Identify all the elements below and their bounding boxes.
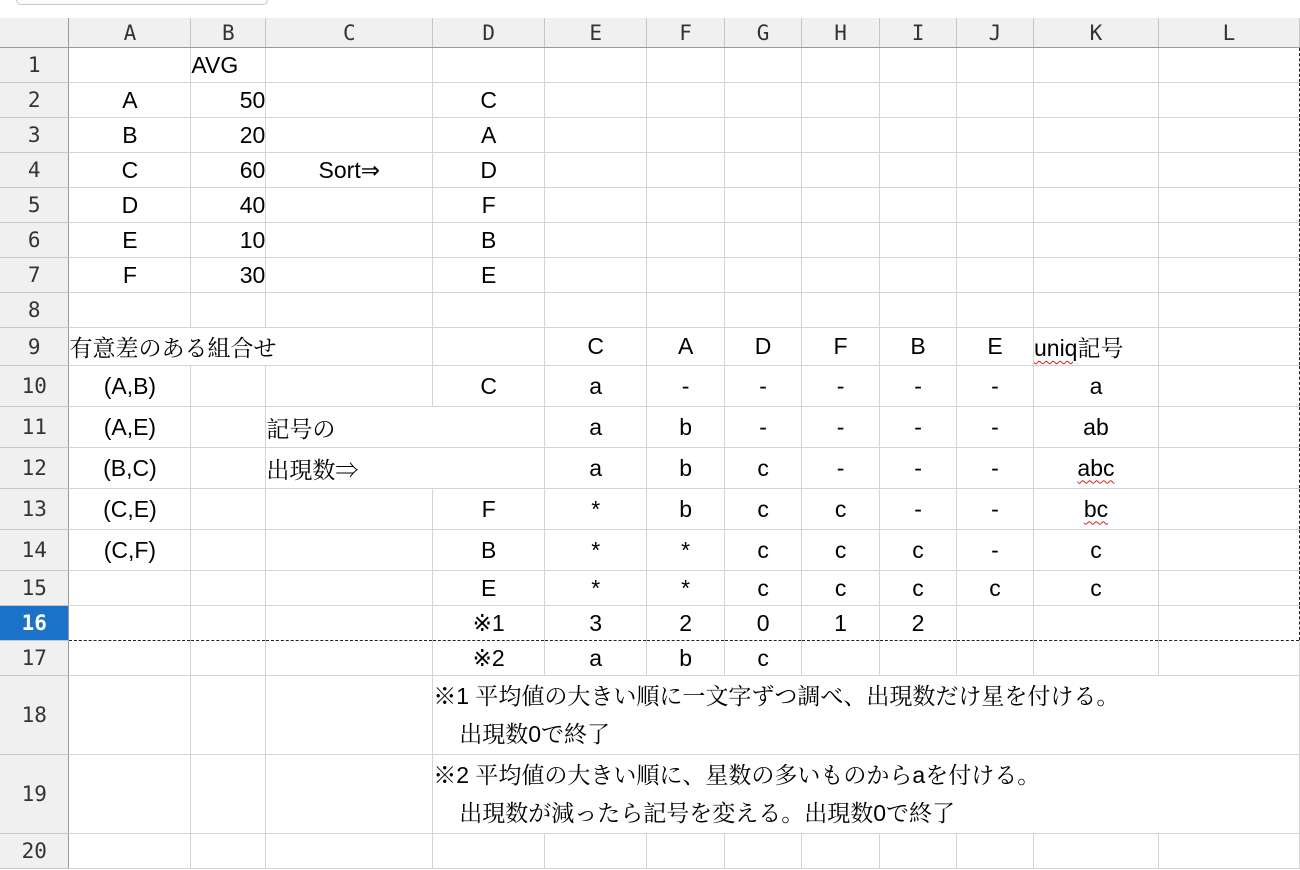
- cell-b10[interactable]: [191, 366, 266, 407]
- cell-l8[interactable]: [1158, 293, 1299, 328]
- column-header-b[interactable]: B: [191, 18, 266, 48]
- cell-d19[interactable]: [433, 755, 1300, 834]
- cell-a4[interactable]: C: [69, 153, 191, 188]
- cell-i9[interactable]: B: [880, 328, 957, 366]
- cell-i17[interactable]: [880, 641, 957, 676]
- cell-l10[interactable]: [1158, 366, 1299, 407]
- cell-i20[interactable]: [880, 834, 957, 869]
- cell-h3[interactable]: [802, 118, 880, 153]
- row-header-4[interactable]: 4: [0, 153, 69, 188]
- cell-l15[interactable]: [1158, 571, 1299, 606]
- cell-l20[interactable]: [1158, 834, 1299, 869]
- cell-b14[interactable]: [191, 530, 266, 571]
- row-header-16[interactable]: 16: [0, 606, 69, 641]
- cell-i11[interactable]: -: [880, 407, 957, 448]
- note-1-line-2: 出現数0で終了: [459, 721, 611, 747]
- spreadsheet-grid[interactable]: [0, 18, 1300, 870]
- cell-f15[interactable]: *: [647, 571, 725, 606]
- column-header-l[interactable]: L: [1158, 18, 1299, 48]
- cell-i7[interactable]: [880, 258, 957, 293]
- cell-i15[interactable]: c: [880, 571, 957, 606]
- cell-i13[interactable]: -: [880, 489, 957, 530]
- cell-e9[interactable]: C: [545, 328, 647, 366]
- cell-a18[interactable]: [69, 676, 191, 755]
- cell-a5[interactable]: D: [69, 188, 191, 223]
- cell-f9[interactable]: A: [647, 328, 725, 366]
- spellcheck-word: uniq: [1033, 335, 1078, 361]
- cell-i5[interactable]: [880, 188, 957, 223]
- cell-h6[interactable]: [802, 223, 880, 258]
- cell-c15[interactable]: [266, 571, 433, 606]
- cell-c11[interactable]: 記号の: [266, 407, 545, 448]
- cell-f5[interactable]: [647, 188, 725, 223]
- row-header-11[interactable]: 11: [0, 407, 69, 448]
- row-header-13[interactable]: 13: [0, 489, 69, 530]
- cell-b13[interactable]: [191, 489, 266, 530]
- column-header-k[interactable]: K: [1033, 18, 1158, 48]
- cell-d2[interactable]: C: [433, 83, 545, 118]
- cell-d5[interactable]: F: [433, 188, 545, 223]
- cell-c7[interactable]: [266, 258, 433, 293]
- column-header-j[interactable]: J: [957, 18, 1034, 48]
- cell-j8[interactable]: [957, 293, 1034, 328]
- cell-b8[interactable]: [191, 293, 266, 328]
- row-header-14[interactable]: 14: [0, 530, 69, 571]
- cell-j4[interactable]: [957, 153, 1034, 188]
- cell-f14[interactable]: *: [647, 530, 725, 571]
- cell-a3[interactable]: B: [69, 118, 191, 153]
- cell-g12[interactable]: c: [725, 448, 802, 489]
- cell-g3[interactable]: [725, 118, 802, 153]
- cell-e13[interactable]: *: [545, 489, 647, 530]
- cell-k2[interactable]: [1033, 83, 1158, 118]
- row-header-3[interactable]: 3: [0, 118, 69, 153]
- cell-g5[interactable]: [725, 188, 802, 223]
- cell-b1[interactable]: AVG: [191, 48, 266, 83]
- cell-c19[interactable]: [266, 755, 433, 834]
- cell-g14[interactable]: c: [725, 530, 802, 571]
- cell-i16[interactable]: 2: [880, 606, 957, 641]
- cell-f13[interactable]: b: [647, 489, 725, 530]
- cell-e7[interactable]: [545, 258, 647, 293]
- cell-h10[interactable]: -: [802, 366, 880, 407]
- column-header-c[interactable]: C: [266, 18, 433, 48]
- cell-k8[interactable]: [1033, 293, 1158, 328]
- cell-l4[interactable]: [1158, 153, 1299, 188]
- cell-g10[interactable]: -: [725, 366, 802, 407]
- cell-e5[interactable]: [545, 188, 647, 223]
- cell-i12[interactable]: -: [880, 448, 957, 489]
- cell-b16[interactable]: [191, 606, 266, 641]
- cell-a17[interactable]: [69, 641, 191, 676]
- cell-d3[interactable]: A: [433, 118, 545, 153]
- note-1-line-1: ※1 平均値の大きい順に一文字ずつ調べ、出現数だけ星を付ける。: [433, 683, 1120, 709]
- cell-j11[interactable]: -: [957, 407, 1034, 448]
- cell-h8[interactable]: [802, 293, 880, 328]
- cell-h9[interactable]: F: [802, 328, 880, 366]
- cell-g13[interactable]: c: [725, 489, 802, 530]
- cell-d10[interactable]: C: [433, 366, 545, 407]
- column-header-a[interactable]: A: [69, 18, 191, 48]
- cell-d7[interactable]: E: [433, 258, 545, 293]
- cell-j17[interactable]: [957, 641, 1034, 676]
- cell-d9[interactable]: [433, 328, 545, 366]
- cell-c1[interactable]: [266, 48, 433, 83]
- column-header-h[interactable]: H: [802, 18, 880, 48]
- cell-c3[interactable]: [266, 118, 433, 153]
- cell-g20[interactable]: [725, 834, 802, 869]
- cell-a6[interactable]: E: [69, 223, 191, 258]
- cell-b17[interactable]: [191, 641, 266, 676]
- cell-j15[interactable]: c: [957, 571, 1034, 606]
- column-header-e[interactable]: E: [545, 18, 647, 48]
- row-header-7[interactable]: 7: [0, 258, 69, 293]
- cell-a13[interactable]: (C,E): [69, 489, 191, 530]
- column-header-d[interactable]: D: [433, 18, 545, 48]
- cell-e1[interactable]: [545, 48, 647, 83]
- cell-l3[interactable]: [1158, 118, 1299, 153]
- cell-h5[interactable]: [802, 188, 880, 223]
- cell-d16[interactable]: ※1: [433, 606, 545, 641]
- cell-f17[interactable]: b: [647, 641, 725, 676]
- cell-e15[interactable]: *: [545, 571, 647, 606]
- cell-j6[interactable]: [957, 223, 1034, 258]
- cell-h4[interactable]: [802, 153, 880, 188]
- cell-c18[interactable]: [266, 676, 433, 755]
- row-header-17[interactable]: 17: [0, 641, 69, 676]
- cell-g15[interactable]: c: [725, 571, 802, 606]
- cell-f7[interactable]: [647, 258, 725, 293]
- cell-j2[interactable]: [957, 83, 1034, 118]
- cell-k15[interactable]: c: [1033, 571, 1158, 606]
- cell-g7[interactable]: [725, 258, 802, 293]
- cell-i10[interactable]: -: [880, 366, 957, 407]
- row-header-19[interactable]: 19: [0, 755, 69, 834]
- cell-f20[interactable]: [647, 834, 725, 869]
- cell-k12[interactable]: [1033, 448, 1158, 489]
- cell-e3[interactable]: [545, 118, 647, 153]
- cell-l1[interactable]: [1158, 48, 1299, 83]
- cell-k20[interactable]: [1033, 834, 1158, 869]
- cell-l16[interactable]: [1158, 606, 1299, 641]
- cell-g17[interactable]: c: [725, 641, 802, 676]
- row-header-18[interactable]: 18: [0, 676, 69, 755]
- cell-f16[interactable]: 2: [647, 606, 725, 641]
- cell-g2[interactable]: [725, 83, 802, 118]
- cell-i2[interactable]: [880, 83, 957, 118]
- cell-e16[interactable]: 3: [545, 606, 647, 641]
- spellcheck-word: abc: [1077, 454, 1115, 481]
- cell-l5[interactable]: [1158, 188, 1299, 223]
- row-header-1[interactable]: 1: [0, 48, 69, 83]
- cell-a20[interactable]: [69, 834, 191, 869]
- cell-h17[interactable]: [802, 641, 880, 676]
- cell-a10[interactable]: (A,B): [69, 366, 191, 407]
- cell-f1[interactable]: [647, 48, 725, 83]
- cell-g16[interactable]: 0: [725, 606, 802, 641]
- cell-h12[interactable]: -: [802, 448, 880, 489]
- cell-a11[interactable]: (A,E): [69, 407, 191, 448]
- cell-e10[interactable]: a: [545, 366, 647, 407]
- cell-b4[interactable]: 60: [191, 153, 266, 188]
- note-2-line-1: ※2 平均値の大きい順に、星数の多いものからaを付ける。: [433, 762, 1041, 788]
- row-header-8[interactable]: 8: [0, 293, 69, 328]
- row-header-20[interactable]: 20: [0, 834, 69, 869]
- cell-l12[interactable]: [1158, 448, 1299, 489]
- cell-d14[interactable]: B: [433, 530, 545, 571]
- select-all-corner[interactable]: [0, 18, 69, 48]
- cell-b3[interactable]: 20: [191, 118, 266, 153]
- cell-f8[interactable]: [647, 293, 725, 328]
- cell-b2[interactable]: 50: [191, 83, 266, 118]
- cell-c14[interactable]: [266, 530, 433, 571]
- toolbar-strip: [0, 0, 1300, 19]
- row-header-12[interactable]: 12: [0, 448, 69, 489]
- cell-c13[interactable]: [266, 489, 433, 530]
- cell-c10[interactable]: [266, 366, 433, 407]
- cell-d8[interactable]: [433, 293, 545, 328]
- cell-b5[interactable]: 40: [191, 188, 266, 223]
- column-header-i[interactable]: I: [880, 18, 957, 48]
- cell-g9[interactable]: D: [725, 328, 802, 366]
- cell-f10[interactable]: -: [647, 366, 725, 407]
- cell-c16[interactable]: [266, 606, 433, 641]
- cell-k4[interactable]: [1033, 153, 1158, 188]
- cell-j10[interactable]: -: [957, 366, 1034, 407]
- cell-k17[interactable]: [1033, 641, 1158, 676]
- cell-h14[interactable]: c: [802, 530, 880, 571]
- cell-c20[interactable]: [266, 834, 433, 869]
- cell-g1[interactable]: [725, 48, 802, 83]
- cell-e4[interactable]: [545, 153, 647, 188]
- cell-e8[interactable]: [545, 293, 647, 328]
- cell-b6[interactable]: 10: [191, 223, 266, 258]
- cell-d1[interactable]: [433, 48, 545, 83]
- cell-h2[interactable]: [802, 83, 880, 118]
- cell-f12[interactable]: b: [647, 448, 725, 489]
- cell-i14[interactable]: c: [880, 530, 957, 571]
- cell-k3[interactable]: [1033, 118, 1158, 153]
- cell-i4[interactable]: [880, 153, 957, 188]
- cell-c4[interactable]: Sort⇒: [266, 153, 433, 188]
- cell-c8[interactable]: [266, 293, 433, 328]
- cell-g11[interactable]: -: [725, 407, 802, 448]
- cell-i6[interactable]: [880, 223, 957, 258]
- name-box[interactable]: [16, 0, 268, 5]
- row-header-10[interactable]: 10: [0, 366, 69, 407]
- row-header-6[interactable]: 6: [0, 223, 69, 258]
- cell-b7[interactable]: 30: [191, 258, 266, 293]
- row-header-15[interactable]: 15: [0, 571, 69, 606]
- cell-j3[interactable]: [957, 118, 1034, 153]
- cell-d15[interactable]: E: [433, 571, 545, 606]
- row-header-2[interactable]: 2: [0, 83, 69, 118]
- cell-a8[interactable]: [69, 293, 191, 328]
- column-header-f[interactable]: F: [647, 18, 725, 48]
- cell-j12[interactable]: -: [957, 448, 1034, 489]
- cell-j7[interactable]: [957, 258, 1034, 293]
- cell-i1[interactable]: [880, 48, 957, 83]
- cell-l14[interactable]: [1158, 530, 1299, 571]
- cell-k11[interactable]: ab: [1033, 407, 1158, 448]
- cell-j14[interactable]: -: [957, 530, 1034, 571]
- cell-d4[interactable]: D: [433, 153, 545, 188]
- cell-g8[interactable]: [725, 293, 802, 328]
- cell-d18[interactable]: [433, 676, 1300, 755]
- cell-c17[interactable]: [266, 641, 433, 676]
- cell-b19[interactable]: [191, 755, 266, 834]
- cell-c6[interactable]: [266, 223, 433, 258]
- column-header-g[interactable]: G: [725, 18, 802, 48]
- cell-j13[interactable]: -: [957, 489, 1034, 530]
- cell-b20[interactable]: [191, 834, 266, 869]
- cell-e14[interactable]: *: [545, 530, 647, 571]
- cell-i8[interactable]: [880, 293, 957, 328]
- cell-f2[interactable]: [647, 83, 725, 118]
- cell-k7[interactable]: [1033, 258, 1158, 293]
- cell-f4[interactable]: [647, 153, 725, 188]
- row-header-9[interactable]: 9: [0, 328, 69, 366]
- cell-g6[interactable]: [725, 223, 802, 258]
- cell-j5[interactable]: [957, 188, 1034, 223]
- cell-b11[interactable]: [191, 407, 266, 448]
- cell-k13[interactable]: [1033, 489, 1158, 530]
- cell-l2[interactable]: [1158, 83, 1299, 118]
- cell-a2[interactable]: A: [69, 83, 191, 118]
- cell-b15[interactable]: [191, 571, 266, 606]
- cell-k16[interactable]: [1033, 606, 1158, 641]
- cell-k9-text: 記号: [1077, 335, 1124, 361]
- cell-f11[interactable]: b: [647, 407, 725, 448]
- cell-j20[interactable]: [957, 834, 1034, 869]
- cell-h20[interactable]: [802, 834, 880, 869]
- cell-k1[interactable]: [1033, 48, 1158, 83]
- cell-l13[interactable]: [1158, 489, 1299, 530]
- cell-k10[interactable]: a: [1033, 366, 1158, 407]
- cell-h7[interactable]: [802, 258, 880, 293]
- cell-g4[interactable]: [725, 153, 802, 188]
- cell-h11[interactable]: -: [802, 407, 880, 448]
- cell-b18[interactable]: [191, 676, 266, 755]
- cell-e17[interactable]: a: [545, 641, 647, 676]
- cell-h1[interactable]: [802, 48, 880, 83]
- cell-a7[interactable]: F: [69, 258, 191, 293]
- row-header-5[interactable]: 5: [0, 188, 69, 223]
- cell-h15[interactable]: c: [802, 571, 880, 606]
- cell-i3[interactable]: [880, 118, 957, 153]
- cell-c5[interactable]: [266, 188, 433, 223]
- cell-e11[interactable]: a: [545, 407, 647, 448]
- cell-c12[interactable]: 出現数⇒: [266, 448, 545, 489]
- cell-d17[interactable]: ※2: [433, 641, 545, 676]
- cell-a15[interactable]: [69, 571, 191, 606]
- cell-d6[interactable]: B: [433, 223, 545, 258]
- cell-k5[interactable]: [1033, 188, 1158, 223]
- cell-e12[interactable]: a: [545, 448, 647, 489]
- cell-f6[interactable]: [647, 223, 725, 258]
- cell-j9[interactable]: E: [957, 328, 1034, 366]
- cell-a16[interactable]: [69, 606, 191, 641]
- note-2-line-2: 出現数が減ったら記号を変える。出現数0で終了: [459, 800, 956, 826]
- cell-f3[interactable]: [647, 118, 725, 153]
- cell-a19[interactable]: [69, 755, 191, 834]
- cell-j1[interactable]: [957, 48, 1034, 83]
- cell-l7[interactable]: [1158, 258, 1299, 293]
- cell-d20[interactable]: [433, 834, 545, 869]
- cell-b12[interactable]: [191, 448, 266, 489]
- cell-e20[interactable]: [545, 834, 647, 869]
- cell-a14[interactable]: (C,F): [69, 530, 191, 571]
- cell-c2[interactable]: [266, 83, 433, 118]
- cell-a1[interactable]: [69, 48, 191, 83]
- cell-j16[interactable]: [957, 606, 1034, 641]
- cell-l9[interactable]: [1158, 328, 1299, 366]
- cell-l11[interactable]: [1158, 407, 1299, 448]
- cell-a9[interactable]: 有意差のある組合せ: [69, 328, 433, 366]
- cell-l17[interactable]: [1158, 641, 1299, 676]
- cell-k6[interactable]: [1033, 223, 1158, 258]
- cell-e2[interactable]: [545, 83, 647, 118]
- cell-h13[interactable]: c: [802, 489, 880, 530]
- cell-d13[interactable]: F: [433, 489, 545, 530]
- cell-l6[interactable]: [1158, 223, 1299, 258]
- spellcheck-word: bc: [1083, 495, 1109, 522]
- cell-e6[interactable]: [545, 223, 647, 258]
- cell-k9[interactable]: [1033, 328, 1158, 366]
- cell-k14[interactable]: c: [1033, 530, 1158, 571]
- cell-a12[interactable]: (B,C): [69, 448, 191, 489]
- cell-h16[interactable]: 1: [802, 606, 880, 641]
